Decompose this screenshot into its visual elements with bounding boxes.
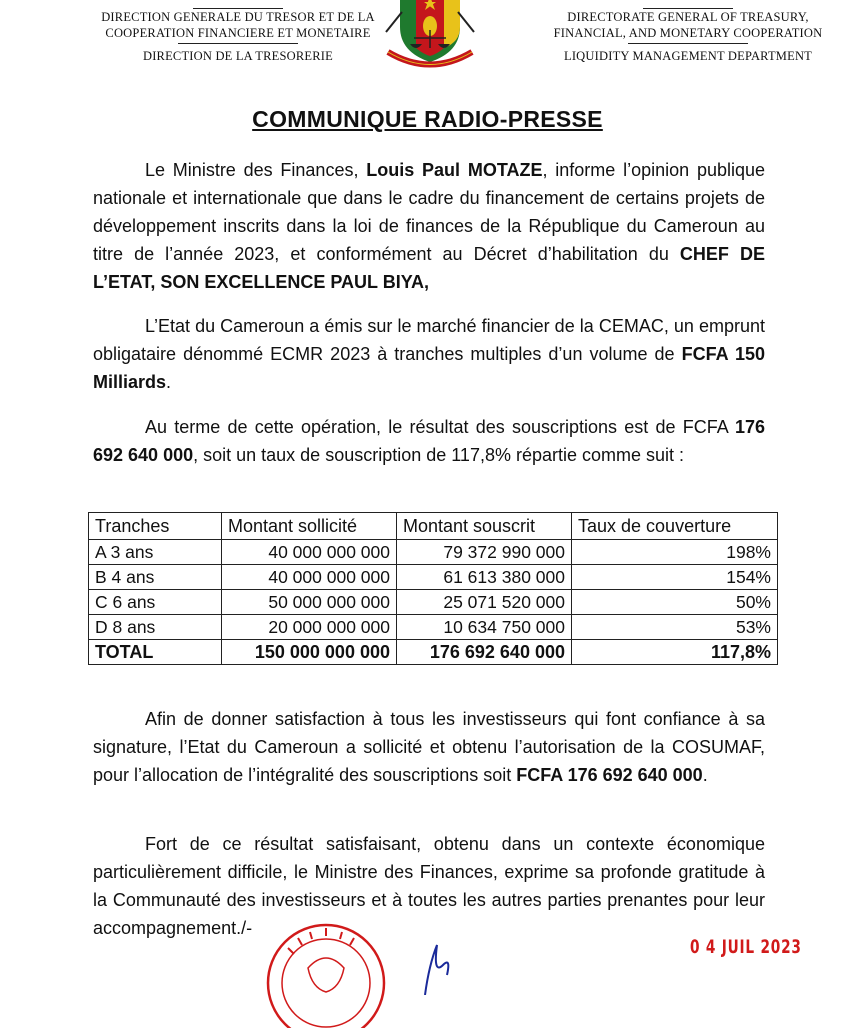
table-cell: 50% [572, 590, 778, 615]
document-title: COMMUNIQUE RADIO-PRESSE [252, 106, 603, 132]
column-header: Taux de couverture [572, 513, 778, 540]
minister-name: Louis Paul MOTAZE [366, 160, 543, 180]
paragraph-gratitude: Fort de ce résultat satisfaisant, obtenu dans un contexte économique particulièrement difficile, le Ministre des Finances, exprime sa profonde gratitude à la Communauté des investisseurs et à toutes les autres parties prenantes pour leur accompagnement./- [93, 834, 765, 938]
column-header: Tranches [89, 513, 222, 540]
text-run: , informe l’opinion publique nationale et internationale que dans le cadre du financement de certains projets de développement inscrits dans la loi de finances de la République du Cameroun au titre de l’année 2023, et conformément au Décret d’habilitation du [93, 160, 766, 264]
header-rule [178, 43, 298, 44]
paragraph-intro [93, 156, 765, 296]
header-left-line2: COOPERATION FINANCIERE ET MONETAIRE [105, 26, 371, 40]
table-cell: 79 372 990 000 [397, 540, 572, 565]
text-run: L’Etat du Cameroun a émis sur le marché financier de la CEMAC, un emprunt obligataire dénommé ECMR 2023 à tranches multiples d’un volume de [93, 316, 765, 364]
table-row [89, 590, 778, 615]
header-left-line1: DIRECTION GENERALE DU TRESOR ET DE LA [101, 10, 375, 24]
cameroon-coat-of-arms-icon [380, 0, 480, 77]
text-run: . [166, 372, 172, 392]
table-cell: 53% [572, 615, 778, 640]
header-french [88, 8, 388, 64]
table-cell: 150 000 000 000 [222, 640, 397, 665]
head-of-state: CHEF DE L’ETAT, SON EXCELLENCE PAUL BIYA, [93, 244, 765, 292]
table-cell: 198% [572, 540, 778, 565]
allocated-amount: FCFA 176 692 640 000 [516, 765, 703, 785]
text-run: Le Ministre des Finances, [145, 160, 367, 180]
table-cell: A 3 ans [89, 540, 222, 565]
table-row [89, 565, 778, 590]
column-header: Montant sollicité [222, 513, 397, 540]
table-cell: B 4 ans [89, 565, 222, 590]
table-total-row [89, 640, 778, 665]
text-run: Au terme de cette opération, le résultat des souscriptions est de FCFA [145, 417, 735, 437]
paragraph-result [93, 413, 765, 469]
paragraph-allocation [93, 705, 765, 789]
date-stamp: 0 4 JUIL 2023 [690, 936, 802, 958]
text-run: , soit un taux de souscription de 117,8% répartie comme suit : [193, 445, 685, 465]
table-cell: C 6 ans [89, 590, 222, 615]
header-right-line2: FINANCIAL, AND MONETARY COOPERATION [553, 26, 823, 40]
table-cell: 176 692 640 000 [397, 640, 572, 665]
header-rule [628, 43, 748, 44]
subscribed-amount: 176 692 640 000 [93, 417, 765, 465]
table-cell: 20 000 000 000 [222, 615, 397, 640]
table-cell: 40 000 000 000 [222, 540, 397, 565]
table-cell: 154% [572, 565, 778, 590]
table-cell: TOTAL [89, 640, 222, 665]
table-cell: D 8 ans [89, 615, 222, 640]
text-run: Afin de donner satisfaction à tous les investisseurs qui font confiance à sa signature, l’Etat du Cameroun a sollicité et obtenu l’autorisation de la COSUMAF, pour l’allocation de l’intégralité des souscriptions soit [93, 709, 765, 785]
table-cell: 117,8% [572, 640, 778, 665]
header-english [528, 8, 848, 64]
header-left-line3: DIRECTION DE LA TRESORERIE [142, 49, 334, 63]
signature-icon [395, 935, 495, 995]
table-header-row [89, 513, 778, 540]
column-header: Montant souscrit [397, 513, 572, 540]
table-cell: 40 000 000 000 [222, 565, 397, 590]
table-cell: 25 071 520 000 [397, 590, 572, 615]
header-right-line1: DIRECTORATE GENERAL OF TREASURY, [567, 10, 809, 24]
table-cell: 10 634 750 000 [397, 615, 572, 640]
table-cell: 61 613 380 000 [397, 565, 572, 590]
text-run: . [702, 765, 708, 785]
results-table [88, 512, 778, 665]
table-cell: 50 000 000 000 [222, 590, 397, 615]
table-row [89, 615, 778, 640]
paragraph-issuance [93, 312, 765, 396]
header-right-line3: LIQUIDITY MANAGEMENT DEPARTMENT [563, 49, 813, 63]
table-row [89, 540, 778, 565]
issue-volume: FCFA 150 Milliards [93, 344, 765, 392]
